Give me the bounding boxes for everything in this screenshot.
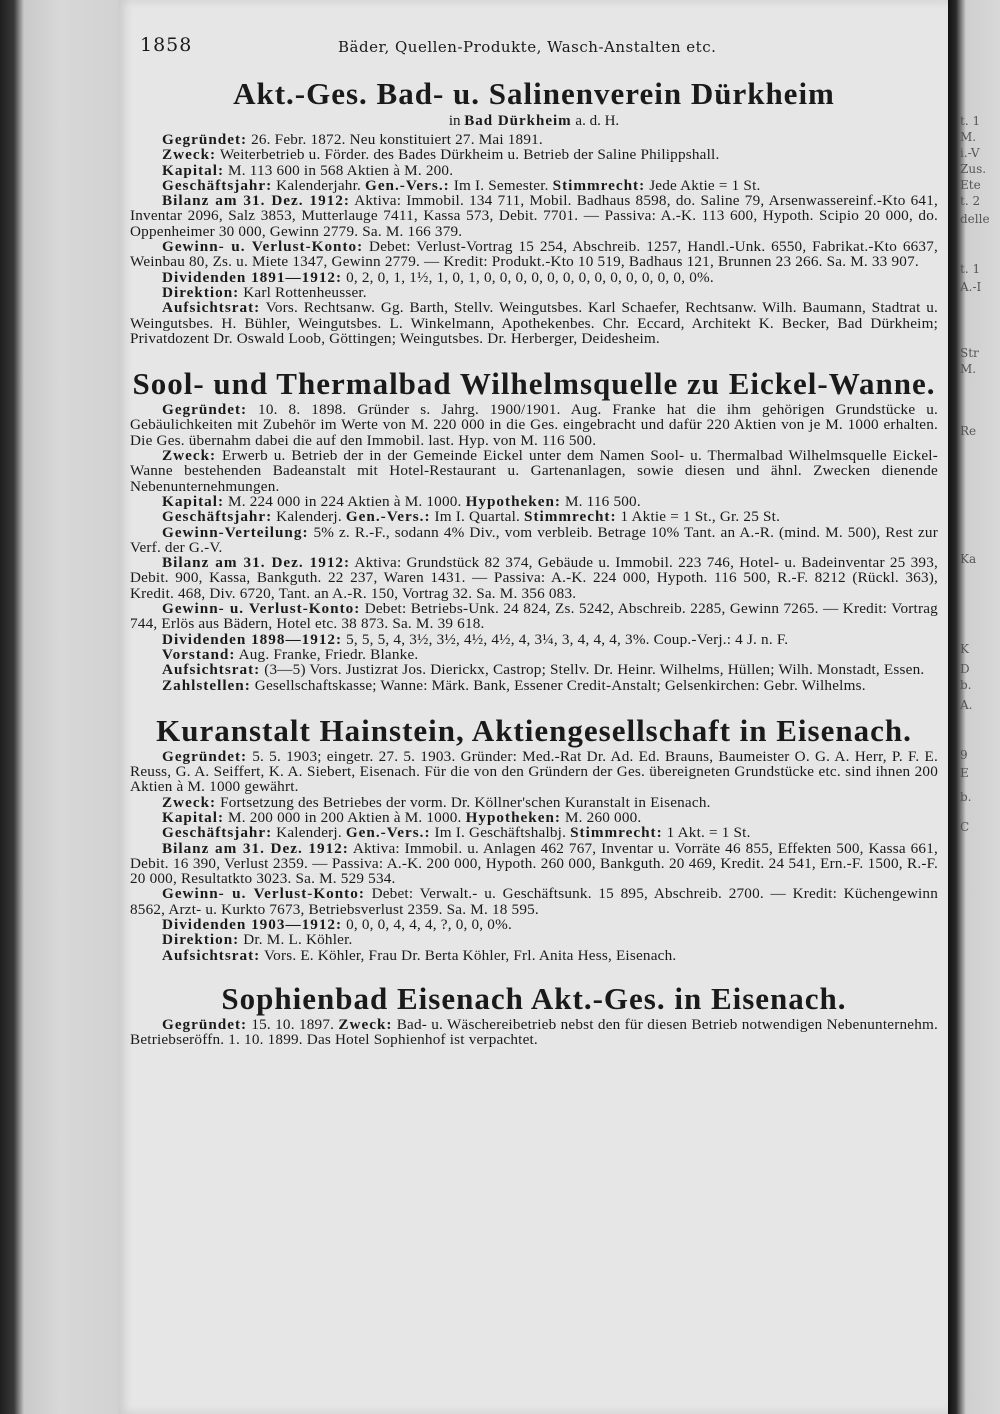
bleed-fragment: Str bbox=[960, 346, 979, 360]
field-gegruendet-zweck: Gegründet: 15. 10. 1897. Zweck: Bad- u. Wäschereibetrieb nebst den für diesen Betrieb notwendigen Nebenunternehm. Betriebseröffn. 1. 10. 1899. Das Hotel Sophienhof ist verpachtet. bbox=[130, 1015, 939, 1049]
bleed-fragment: A.-I bbox=[960, 280, 982, 294]
bleed-fragment: D bbox=[960, 662, 970, 676]
field-dividenden: Dividenden 1898—1912: 5, 5, 5, 4, 3½, 3½, 4½, 4½, 4, 3¼, 3, 4, 4, 4, 3%. Coup.-Verj.: 4 J. n. F. bbox=[162, 630, 789, 648]
bleed-fragment: M. bbox=[960, 130, 977, 144]
scan-right-edge bbox=[948, 0, 1000, 1414]
document-page bbox=[118, 0, 948, 1414]
entry-sophienbad bbox=[130, 981, 938, 1048]
page-header bbox=[118, 34, 948, 56]
field-gegruendet: Gegründet: 5. 5. 1903; eingetr. 27. 5. 1903. Gründer: Med.-Rat Dr. Ad. Ed. Brauns, Baumeister O. G. A. Herr, P. F. E. Reuss, G. A. Seiffert, K. A. Siebert, Eisenach. Für die von den Gründern der Ges. übereigneten Grundstücke etc. sind ihnen 200 Aktien à M. 1000 gewährt. bbox=[130, 747, 938, 796]
bleed-fragment: i.-V bbox=[960, 146, 980, 160]
field-kapital: Kapital: M. 113 600 in 568 Aktien à M. 200. bbox=[162, 161, 454, 179]
bleed-fragment: Ete bbox=[960, 178, 981, 192]
field-geschaeftsjahr: Geschäftsjahr: Kalenderj. Gen.-Vers.: Im I. Quartal. Stimmrecht: 1 Aktie = 1 St., Gr. 25 St. bbox=[162, 508, 781, 526]
bleed-fragment: b. bbox=[960, 790, 972, 804]
entry-kuranstalt-hainstein bbox=[130, 713, 938, 963]
bleed-fragment: Zus. bbox=[960, 162, 987, 176]
bleed-fragment: t. 1 bbox=[960, 262, 981, 276]
location-prefix: in bbox=[448, 113, 461, 129]
field-gewinn-verteilung: Gewinn-Verteilung: 5% z. R.-F., sodann 4% Div., vom verbleib. Betrage 10% Tant. an A.-R. (mind. M. 500), Rest zur Verf. der G.-V. bbox=[130, 523, 938, 556]
field-kapital: Kapital: M. 224 000 in 224 Aktien à M. 1000. Hypotheken: M. 116 500. bbox=[162, 492, 641, 510]
field-zahlstellen: Zahlstellen: Gesellschaftskasse; Wanne: Märk. Bank, Essener Credit-Anstalt; Gelsenkirchen: Gebr. Wilhelms. bbox=[162, 676, 866, 694]
field-zweck: Zweck: Erwerb u. Betrieb der in der Gemeinde Eickel unter dem Namen Sool- u. Thermalbad Wilhelmsquelle Eickel-Wanne bestehenden Badeanstalt mit Hotel-Restaurant u. Gartenanlagen, sowie diesen und ähnl. Zwecken dienende Nebenunternehmungen. bbox=[130, 447, 938, 495]
bleed-fragment: Re bbox=[960, 424, 977, 438]
field-dividenden: Dividenden 1891—1912: 0, 2, 0, 1, 1½, 1, 0, 1, 0, 0, 0, 0, 0, 0, 0, 0, 0, 0, 0, 0, 0, 0%. bbox=[162, 268, 714, 286]
scan-left-edge bbox=[0, 0, 118, 1414]
entry-title: Akt.-Ges. Bad- u. Salinenverein Dürkheim bbox=[233, 76, 835, 111]
bleed-fragment: Ka bbox=[960, 552, 977, 566]
field-geschaeftsjahr: Geschäftsjahr: Kalenderj. Gen.-Vers.: Im I. Geschäftshalbj. Stimmrecht: 1 Akt. = 1 St. bbox=[162, 824, 751, 842]
page-content bbox=[130, 76, 938, 1048]
bleed-fragment: E bbox=[960, 766, 969, 780]
field-gewinn-verlust: Gewinn- u. Verlust-Konto: Debet: Betriebs-Unk. 24 824, Zs. 5242, Abschreib. 2285, Gewinn 7265. — Kredit: Vortrag 744, Erlös aus Bädern, Hotel etc. 38 873. Sa. M. 39 618. bbox=[130, 600, 938, 633]
entry-title: Sool- und Thermalbad Wilhelmsquelle zu Eickel-Wanne. bbox=[132, 366, 936, 402]
bleed-fragment: delle bbox=[960, 212, 990, 226]
entry-wilhelmsquelle bbox=[130, 366, 938, 693]
field-aufsichtsrat: Aufsichtsrat: Vors. E. Köhler, Frau Dr. Berta Köhler, Frl. Anita Hess, Eisenach. bbox=[162, 946, 677, 964]
field-dividenden: Dividenden 1903—1912: 0, 0, 0, 4, 4, 4, ?, 0, 0, 0%. bbox=[162, 916, 512, 934]
entry-title: Sophienbad Eisenach Akt.-Ges. in Eisenach. bbox=[221, 980, 847, 1016]
field-geschaeftsjahr: Geschäftsjahr: Kalenderjahr. Gen.-Vers.: Im I. Semester. Stimmrecht: Jede Aktie = 1 St. bbox=[162, 176, 761, 194]
field-gewinn-verlust: Gewinn- u. Verlust-Konto: Debet: Verwalt.- u. Geschäftsunk. 15 895, Abschreib. 2700. — Kredit: Küchengewinn 8562, Arzt- u. Kurkto 7673, Betriebsverlust 2359. Sa. M. 18 595. bbox=[130, 885, 938, 918]
field-aufsichtsrat: Aufsichtsrat: Vors. Rechtsanw. Gg. Barth, Stellv. Weingutsbes. Karl Schaefer, Rechtsanw. Wilh. Baumann, Stadtrat u. Weingutsbes. H. Bühler, Weingutsbes. L. Winkelmann, Apothekenbes. Chr. Eccard, Architekt K. Becker, Bad Dürkheim; Privatdozent Dr. Oswald Loob, Göttingen; Weingutsbes. Dr. Herberger, Deidesheim. bbox=[130, 299, 938, 347]
field-bilanz: Bilanz am 31. Dez. 1912: Aktiva: Immobil. 134 711, Mobil. Badhaus 8598, do. Saline 79, Arsenwassereinf.-Kto 641, Inventar 2096, Salz 3853, Mutterlauge 7411, Kassa 573, Debit. 7701. — Passiva: A.-K. 113 600, Hypoth. Scipio 20 000, do. Oppenheimer 30 000, Gewinn 2779. Sa. M. 166 379. bbox=[130, 192, 938, 240]
entry-bad-duerkheim bbox=[130, 76, 938, 346]
entry-location bbox=[130, 112, 938, 130]
field-vorstand: Vorstand: Aug. Franke, Friedr. Blanke. bbox=[162, 645, 419, 663]
field-direktion: Direktion: Dr. M. L. Köhler. bbox=[162, 931, 353, 949]
field-zweck: Zweck: Fortsetzung des Betriebes der vorm. Dr. Köllner'schen Kuranstalt in Eisenach. bbox=[162, 793, 711, 811]
bleed-fragment: K bbox=[960, 642, 969, 656]
field-gegruendet: Gegründet: 26. Febr. 1872. Neu konstituiert 27. Mai 1891. bbox=[162, 131, 543, 148]
bleed-fragment: t. 2 bbox=[960, 194, 981, 208]
bleed-fragment: t. 1 bbox=[960, 114, 981, 128]
bleed-fragment: M. bbox=[960, 362, 977, 376]
bleed-fragment: C bbox=[960, 820, 970, 834]
bleed-fragment: b. bbox=[960, 678, 972, 692]
field-gewinn-verlust: Gewinn- u. Verlust-Konto: Debet: Verlust-Vortrag 15 254, Abschreib. 1257, Handl.-Unk. 6550, Fabrikat.-Kto 6637, Weinbau 80, Zs. u. Miete 1347, Gewinn 2779. — Kredit: Produkt.-Kto 10 519, Badhaus 121, Brunnen 23 266. Sa. M. 33 907. bbox=[130, 238, 938, 271]
field-gegruendet: Gegründet: 10. 8. 1898. Gründer s. Jahrg. 1900/1901. Aug. Franke hat die ihm gehörigen Grundstücke u. Gebäulichkeiten mit Zubehör im Werte von M. 220 000 in die Ges. eingebracht und dafür 220 Aktien von je M. 1000 erhalten. Die Ges. übernahm dabei die auf den Immobil. last. Hyp. von M. 116 500. bbox=[130, 401, 939, 449]
field-kapital: Kapital: M. 200 000 in 200 Aktien à M. 1000. Hypotheken: M. 260 000. bbox=[162, 808, 642, 826]
page-number: 1858 bbox=[140, 34, 193, 56]
location-suffix: a. d. H. bbox=[575, 113, 620, 129]
entry-title: Kuranstalt Hainstein, Aktiengesellschaft in Eisenach. bbox=[156, 712, 912, 748]
field-zweck: Zweck: Weiterbetrieb u. Förder. des Bades Dürkheim u. Betrieb der Saline Philippshall. bbox=[162, 146, 720, 164]
running-title: Bäder, Quellen-Produkte, Wasch-Anstalten etc. bbox=[338, 38, 717, 56]
location-name: Bad Dürkheim bbox=[464, 113, 572, 129]
field-aufsichtsrat: Aufsichtsrat: (3—5) Vors. Justizrat Jos. Dierickx, Castrop; Stellv. Dr. Heinr. Wilhelms, Hüllen; Wilh. Monstadt, Essen. bbox=[162, 661, 925, 679]
bleed-fragment: A. bbox=[960, 698, 973, 712]
field-bilanz: Bilanz am 31. Dez. 1912: Aktiva: Grundstück 82 374, Gebäude u. Immobil. 223 746, Hotel- u. Badeinventar 25 393, Debit. 900, Kassa, Bankguth. 22 237, Waren 1431. — Passiva: A.-K. 224 000, Hypoth. 116 500, R.-F. 8212 (Rückl. 363), Kredit. 468, Div. 6720, Tant. an A.-R. 150, Vortrag 32. Sa. M. 356 083. bbox=[130, 554, 938, 602]
bleed-fragment: 9 bbox=[960, 748, 968, 762]
field-bilanz: Bilanz am 31. Dez. 1912: Aktiva: Immobil. u. Anlagen 462 767, Inventar u. Vorräte 46 855, Effekten 500, Kassa 661, Debit. 16 390, Verlust 2359. — Passiva: A.-K. 200 000, Hypoth. 260 000, Bankguth. 20 469, Kredit. 24 541, Ern.-F. 1500, R.-F. 20 000, Resultatkto 3023. Sa. M. 529 534. bbox=[130, 839, 938, 888]
field-direktion: Direktion: Karl Rottenheusser. bbox=[162, 283, 367, 301]
